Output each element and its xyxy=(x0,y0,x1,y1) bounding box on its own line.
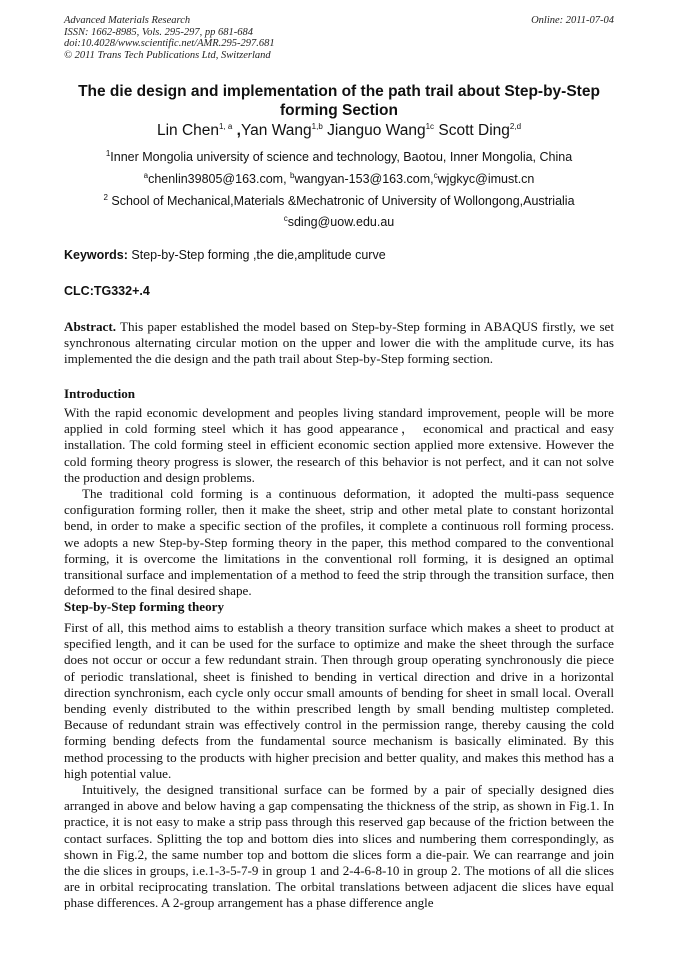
paragraph: Intuitively, the designed transitional surface can be formed by a pair of specially designed dies arranged in above and below having a gap compensating the thickness of the strip, as shown in Fig.1. In practice, it is not easy to make a strip pass through this reserved gap because of the friction between the contact surfaces. Splitting the top and bottom dies into slices and numbering them correspondingly, as shown in Fig.2, the same number top and bottom die slices form a die-pair. We can rearrange and join the die slices in groups, i.e.1-3-5-7-9 in group 1 and 2-4-6-8-10 in group 2. The motions of all die slices are in orbital reciprocating translation. The orbital translations between adjacent die slices have equal phase differences. A 2-group arrangement has a phase difference angle xyxy=(64,782,614,911)
keywords xyxy=(64,248,386,262)
author-sup: 1, a xyxy=(219,121,233,131)
journal-header xyxy=(64,15,275,61)
introduction-body xyxy=(64,405,614,599)
abstract-text: This paper established the model based on Step-by-Step forming in ABAQUS firstly, we set synchronous alternating circular motion on the upper and lower die with the amplitude curve, its has implemented the die design and the path trail about Step-by-Step forming section. xyxy=(64,319,614,367)
author-sup: 2,d xyxy=(509,121,522,131)
author-name: Lin Chen xyxy=(156,122,220,139)
author-sup: 1c xyxy=(425,121,435,131)
email-link[interactable]: wangyan-153@163.com, xyxy=(294,172,434,186)
affiliation-2 xyxy=(40,193,638,209)
email-sup: c xyxy=(283,213,288,223)
abstract-label: Abstract. xyxy=(64,319,116,334)
email-link[interactable]: chenlin39805@163.com, xyxy=(148,172,291,186)
section-heading-step-by-step: Step-by-Step forming theory xyxy=(64,599,225,614)
author-list: Lin Chen$^{1, a}$ ,Yan Wang$^{1,b}$ Jianguo Wang$^{1c}$ Scott Ding$^{2,d}$ xyxy=(156,121,522,139)
email-sup: c xyxy=(433,170,438,180)
paragraph: The traditional cold forming is a continuous deformation, it adopted the multi-pass sequence configuration forming roller, then it make the sheet, strip and other metal plate to constant horizontal bend, in order to make a specific section of the profiles, it complete a continuous roll forming process. we adopts a new Step-by-Step forming theory in the paper, this method compared to the conventional forming, it is overcome the limitations in the conventional roll forming, it is designed an optimal transitional surface and implementation of a method to feed the strip through the transition surface, then deformed to the final desired shape. xyxy=(64,486,614,599)
issn-line: ISSN: 1662-8985, Vols. 295-297, pp 681-684 xyxy=(64,26,253,38)
author-name: Jianguo Wang xyxy=(327,122,426,139)
journal-name: Advanced Materials Research xyxy=(64,15,191,26)
section-heading-introduction: Introduction xyxy=(64,386,136,401)
copyright-line: © 2011 Trans Tech Publications Ltd, Switzerland xyxy=(64,49,271,61)
affil-text: Inner Mongolia university of science and technology, Baotou, Inner Mongolia, China xyxy=(110,150,573,164)
author-sup: 1,b xyxy=(311,121,323,131)
doi-line: doi:10.4028/www.scientific.net/AMR.295-297.681 xyxy=(64,38,275,49)
email-link[interactable]: sding@uow.edu.au xyxy=(287,215,395,229)
clc-code: CLC:TG332+.4 xyxy=(64,284,150,298)
abstract xyxy=(64,319,614,368)
keywords-label: Keywords: xyxy=(64,248,128,262)
step-by-step-body xyxy=(64,620,614,912)
keywords-text: Step-by-Step forming ,the die,amplitude curve xyxy=(127,248,386,262)
affil-sup: 1 xyxy=(105,148,111,158)
email-sup: b xyxy=(290,170,295,180)
email-link[interactable]: wjgkyc@imust.cn xyxy=(437,172,535,186)
paragraph: First of all, this method aims to establish a theory transition surface which makes a sheet to product at specified length, and it can be used for the surface to optimize and make the sheet through the surface does not occur or occur a few redundant strain. Then through group operating synchronously die piece of periodic translational, sheet is finished to bending in vertical direction and drive in a horizontal direction synchronism, each cycle only occur small amounts of bending for sheet in small local. Overall bending evenly distributed to the within prescribed length by small bending multistep completed. Because of redundant strain was effectively control in the permission range, thereby causing the cold forming bending defects from the fundamental source mechanism is basically eliminated. By this method processing to the products with higher precision and better quality, and makes this method has a high potential value. xyxy=(64,620,614,781)
email-sup: a xyxy=(143,170,149,180)
affiliation-1-emails xyxy=(40,171,638,187)
paper-title: The die design and implementation of the path trail about Step-by-Step forming Section xyxy=(78,83,600,119)
affil-text: School of Mechanical,Materials &Mechatronic of University of Wollongong,Austrialia xyxy=(107,194,575,208)
online-date: Online: 2011-07-04 xyxy=(531,15,614,26)
affiliation-1 xyxy=(40,149,638,165)
paragraph: With the rapid economic development and peoples living standard improvement, people will be more applied in cold forming steel which it has good appearance， economical and practical and easy installation. The cold forming steel in efficient economic section applied more extensive. However the cold forming theory progress is slower, the research of this behavior is not perfect, and it can not solve the production and design problems. xyxy=(64,405,614,485)
affil-sup: 2 xyxy=(103,192,108,202)
author-name: Scott Ding xyxy=(438,122,510,139)
author-name: Yan Wang xyxy=(240,122,312,139)
affiliation-2-email xyxy=(40,214,638,230)
